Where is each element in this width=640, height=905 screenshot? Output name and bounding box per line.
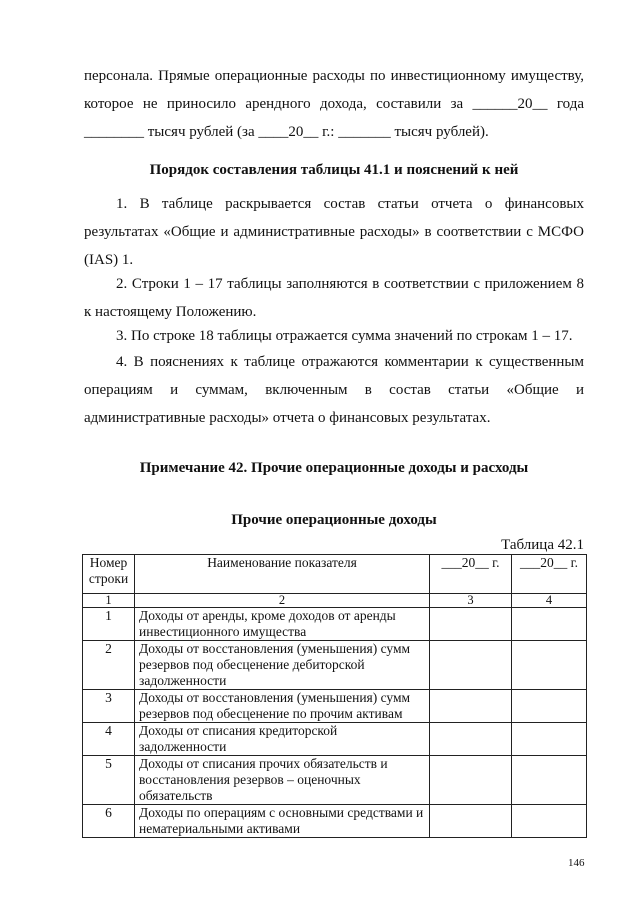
row-value-1[interactable]	[430, 805, 512, 838]
row-name: Доходы от восстановления (уменьшения) сумм резервов под обесценение по прочим активам	[135, 690, 430, 723]
row-number: 2	[83, 641, 135, 690]
row-number: 4	[83, 723, 135, 756]
row-value-2[interactable]	[512, 608, 587, 641]
column-number-row	[83, 594, 587, 608]
list-item-4: 4. В пояснениях к таблице отражаются комментарии к существенным операциям и суммам, включенным в состав статьи «Общие и административные расходы» отчета о финансовых результатах.	[84, 354, 584, 426]
paragraph-line: персонала. Прямые операционные расходы по инвестиционному имуществу,	[84, 68, 584, 84]
row-value-1[interactable]	[430, 641, 512, 690]
column-number: 1	[83, 594, 135, 608]
list-item-1: 1. В таблице раскрывается состав статьи отчета о финансовых результатах «Общие и административные расходы» в соответствии с МСФО (IAS) 1.	[84, 196, 584, 268]
row-value-2[interactable]	[512, 805, 587, 838]
header-indicator-name: Наименование показателя	[135, 555, 430, 594]
table-header-row	[83, 555, 587, 594]
list-item-3: 3. По строке 18 таблицы отражается сумма значений по строкам 1 – 17.	[116, 328, 573, 344]
row-number: 5	[83, 756, 135, 805]
page-number: 146	[568, 857, 585, 869]
table-row	[83, 690, 587, 723]
row-value-2[interactable]	[512, 723, 587, 756]
column-number: 3	[430, 594, 512, 608]
section-heading: Порядок составления таблицы 41.1 и пояснений к ней	[149, 162, 519, 178]
table-number: Таблица 42.1	[501, 537, 584, 553]
table-row	[83, 608, 587, 641]
header-year-2: ___20__ г.	[512, 555, 587, 594]
row-number: 3	[83, 690, 135, 723]
paragraph-line: ________ тысяч рублей (за ____20__ г.: _______ тысяч рублей).	[84, 124, 489, 140]
column-number: 2	[135, 594, 430, 608]
note-heading: Примечание 42. Прочие операционные доходы и расходы	[139, 460, 529, 476]
data-table	[82, 554, 587, 838]
table-title: Прочие операционные доходы	[231, 512, 437, 528]
row-value-2[interactable]	[512, 641, 587, 690]
table-row	[83, 723, 587, 756]
table-row	[83, 641, 587, 690]
table-row	[83, 756, 587, 805]
column-number: 4	[512, 594, 587, 608]
row-value-1[interactable]	[430, 608, 512, 641]
paragraph-line: которое не приносило арендного дохода, составили за ______20__ года	[84, 96, 584, 112]
row-name: Доходы от аренды, кроме доходов от аренды инвестиционного имущества	[135, 608, 430, 641]
row-name: Доходы от восстановления (уменьшения) сумм резервов под обесценение дебиторской задолженности	[135, 641, 430, 690]
header-year-1: ___20__ г.	[430, 555, 512, 594]
row-value-1[interactable]	[430, 690, 512, 723]
list-item-2: 2. Строки 1 – 17 таблицы заполняются в соответствии с приложением 8 к настоящему Положению.	[84, 276, 584, 320]
header-row-number: Номер строки	[83, 555, 135, 594]
row-number: 1	[83, 608, 135, 641]
row-name: Доходы от списания прочих обязательств и восстановления резервов – оценочных обязательств	[135, 756, 430, 805]
row-name: Доходы по операциям с основными средствами и нематериальными активами	[135, 805, 430, 838]
row-name: Доходы от списания кредиторской задолженности	[135, 723, 430, 756]
row-value-1[interactable]	[430, 756, 512, 805]
row-value-2[interactable]	[512, 690, 587, 723]
table-row	[83, 805, 587, 838]
row-value-1[interactable]	[430, 723, 512, 756]
row-value-2[interactable]	[512, 756, 587, 805]
row-number: 6	[83, 805, 135, 838]
